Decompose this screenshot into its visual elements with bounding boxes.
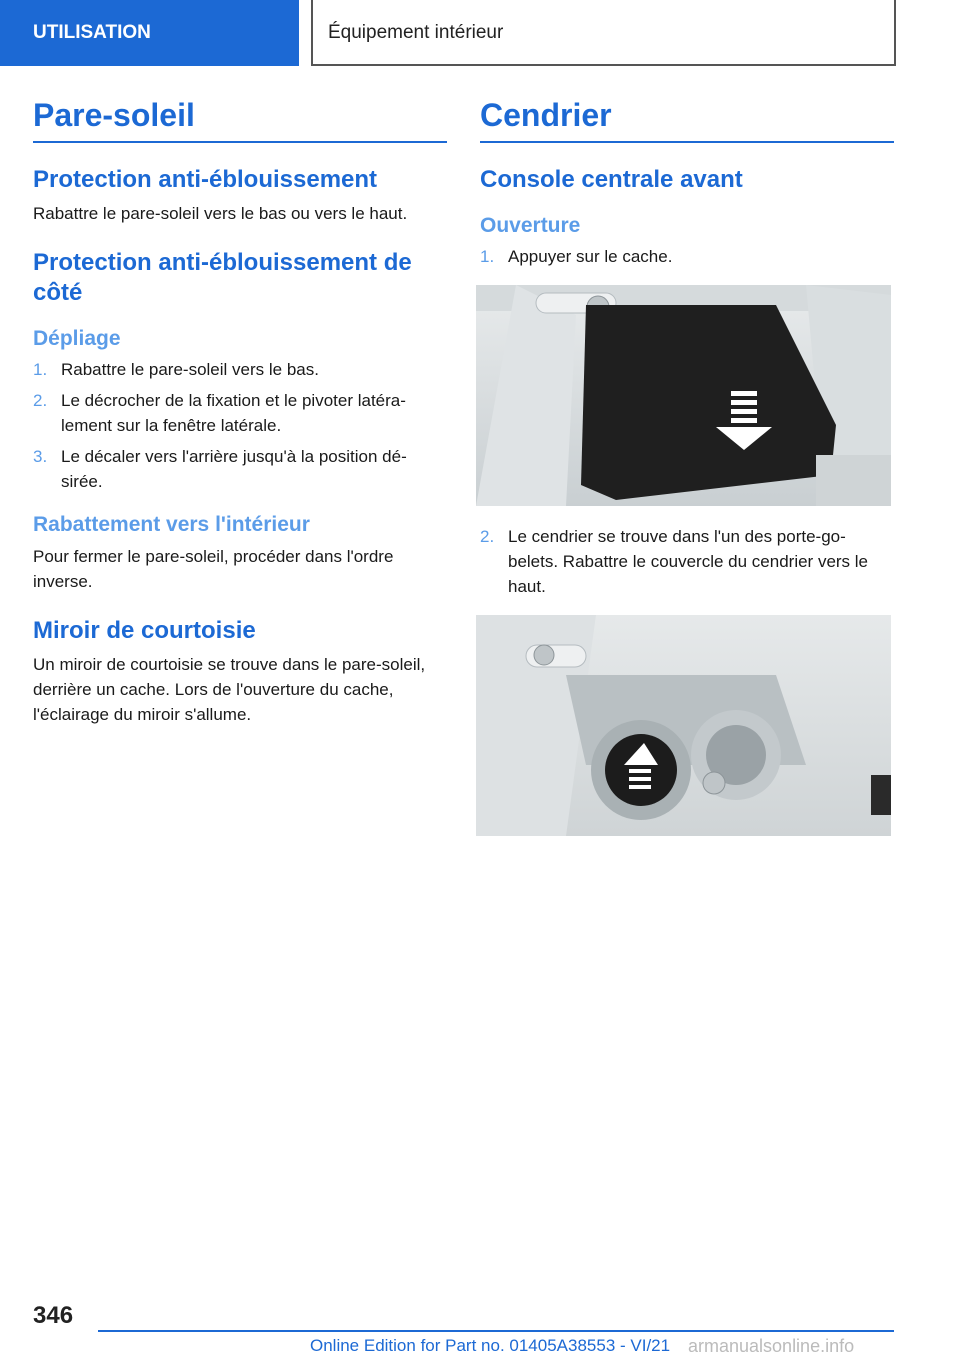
anti-glare-text: Rabattre le pare-soleil vers le bas ou vers le haut. — [33, 204, 408, 224]
chapter-title: Équipement intérieur — [311, 0, 896, 66]
step-number: 3. — [33, 447, 48, 467]
step-text: Le décrocher de la fixation et le pivoter latéra-lement sur la fenêtre latérale. — [61, 391, 406, 436]
heading-console: Console centrale avant — [480, 166, 743, 194]
ashtray-image — [476, 615, 891, 836]
list-item — [33, 388, 447, 438]
step-number: 1. — [33, 360, 48, 380]
section-tab: UTILISATION — [0, 0, 299, 66]
subheading-rabattement: Rabattement vers l'intérieur — [33, 513, 310, 537]
step-number: 1. — [480, 247, 495, 267]
step-text: Le cendrier se trouve dans l'un des porte-go-belets. Rabattre le couvercle du cendrier vers le haut. — [508, 527, 869, 597]
list-item — [480, 524, 894, 599]
heading-side-anti-glare: Protection anti-éblouissement de côté — [33, 249, 412, 307]
step-number: 2. — [33, 391, 48, 411]
page-number: 346 — [33, 1302, 74, 1329]
watermark: armanualsonline.info — [688, 1336, 855, 1356]
depliage-steps — [33, 357, 447, 494]
ouverture-steps-2 — [480, 524, 894, 599]
right-column — [480, 98, 894, 854]
ouverture-steps — [480, 244, 894, 269]
step-text: Appuyer sur le cache. — [508, 247, 673, 267]
footer-rule — [98, 1330, 894, 1332]
section-title-pare-soleil: Pare-soleil — [33, 98, 447, 143]
step-text: Rabattre le pare-soleil vers le bas. — [61, 360, 319, 380]
step-text: Le décaler vers l'arrière jusqu'à la position dé-sirée. — [61, 447, 407, 492]
list-item — [480, 244, 894, 269]
heading-miroir: Miroir de courtoisie — [33, 616, 256, 644]
section-title-cendrier: Cendrier — [480, 98, 894, 143]
page-header — [0, 0, 960, 66]
heading-anti-glare: Protection anti-éblouissement — [33, 166, 378, 194]
console-cover-image — [476, 285, 891, 506]
list-item — [33, 444, 447, 494]
list-item — [33, 357, 447, 382]
subheading-ouverture: Ouverture — [480, 214, 581, 238]
rabattement-text: Pour fermer le pare-soleil, procéder dans l'ordre inverse. — [33, 546, 394, 591]
console-cover-illustration — [476, 285, 891, 506]
ashtray-illustration — [476, 615, 891, 836]
step-number: 2. — [480, 527, 495, 547]
subheading-depliage: Dépliage — [33, 327, 121, 351]
left-column — [33, 98, 447, 727]
miroir-text: Un miroir de courtoisie se trouve dans le pare-soleil, derrière un cache. Lors de l'ouverture du cache, l'éclairage du miroir s'allume. — [33, 654, 426, 724]
edition-text: Online Edition for Part no. 01405A38553 - VI/21 — [310, 1336, 671, 1355]
